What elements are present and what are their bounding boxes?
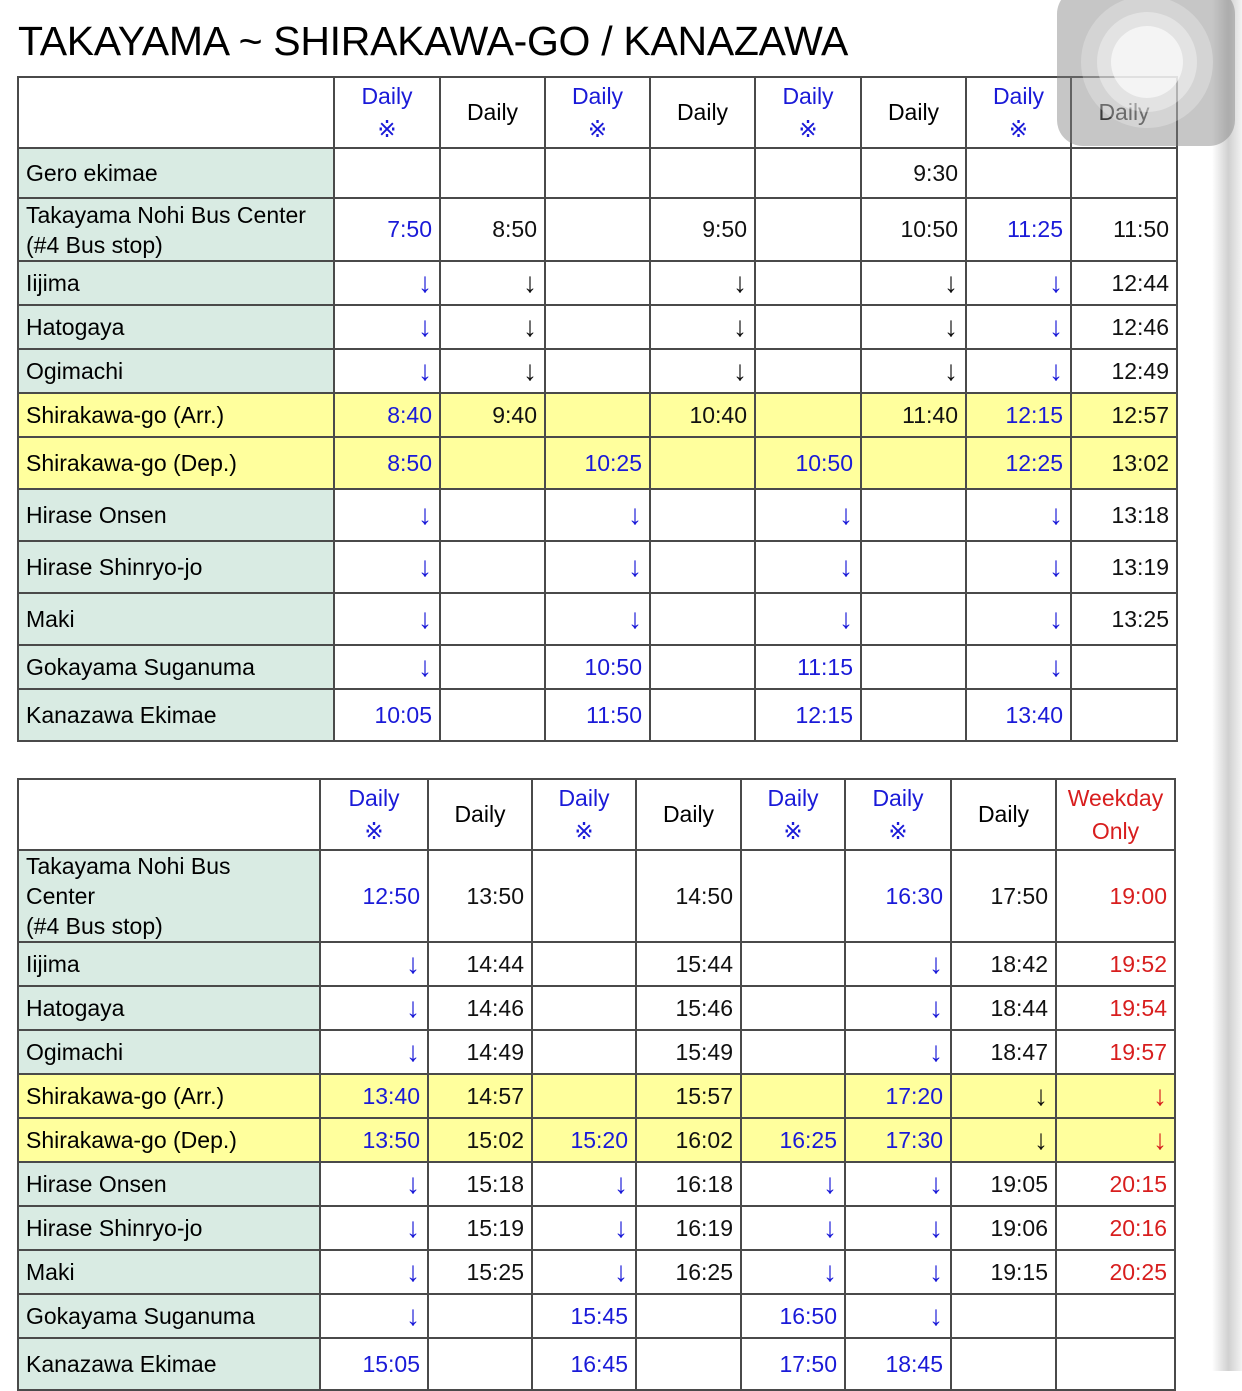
service-day-label: Daily	[676, 99, 729, 125]
empty-cell	[440, 541, 545, 593]
departure-time: 15:46	[636, 986, 741, 1030]
departure-time: 19:00	[1056, 850, 1175, 942]
departure-time: 15:45	[532, 1294, 636, 1338]
timetable-row	[18, 437, 1177, 489]
departure-time: 12:57	[1071, 393, 1177, 437]
timetable-row	[18, 489, 1177, 541]
stop-name: Shirakawa-go (Arr.)	[18, 1074, 320, 1118]
pass-through-arrow: ↓	[334, 261, 440, 305]
pass-through-arrow: ↓	[650, 305, 755, 349]
timetable-row	[18, 261, 1177, 305]
departure-time: 12:46	[1071, 305, 1177, 349]
empty-cell	[545, 198, 650, 261]
departure-time: 15:18	[428, 1162, 532, 1206]
empty-cell	[428, 1294, 532, 1338]
departure-time: 9:30	[861, 148, 966, 198]
pass-through-arrow: ↓	[755, 593, 861, 645]
service-header	[440, 77, 545, 148]
pass-through-arrow: ↓	[951, 1118, 1056, 1162]
empty-cell	[545, 305, 650, 349]
timetable-row	[18, 305, 1177, 349]
empty-cell	[1071, 689, 1177, 741]
header-row	[18, 77, 1177, 148]
empty-cell	[861, 645, 966, 689]
service-day-label: Daily	[992, 82, 1045, 109]
departure-time: 19:54	[1056, 986, 1175, 1030]
empty-cell	[532, 942, 636, 986]
service-header	[845, 779, 951, 850]
departure-time: 13:50	[320, 1118, 428, 1162]
departure-time: 17:30	[845, 1118, 951, 1162]
empty-cell	[440, 437, 545, 489]
timetable-row	[18, 1118, 1175, 1162]
departure-time: 16:30	[845, 850, 951, 942]
stop-name: Shirakawa-go (Arr.)	[18, 393, 334, 437]
timetable-row	[18, 1206, 1175, 1250]
service-note-mark: ※	[364, 817, 384, 844]
pass-through-arrow: ↓	[861, 261, 966, 305]
departure-time: 13:02	[1071, 437, 1177, 489]
pass-through-arrow: ↓	[545, 593, 650, 645]
timetable-row	[18, 986, 1175, 1030]
empty-cell	[741, 986, 845, 1030]
timetable-row	[18, 1074, 1175, 1118]
empty-cell	[428, 1338, 532, 1390]
departure-time: 16:25	[741, 1118, 845, 1162]
assistive-touch-icon	[1081, 0, 1213, 128]
departure-time: 20:15	[1056, 1162, 1175, 1206]
departure-time: 14:49	[428, 1030, 532, 1074]
pass-through-arrow: ↓	[334, 305, 440, 349]
service-day-label: Daily	[782, 82, 834, 109]
stop-name: Takayama Nohi Bus Center (#4 Bus stop)	[18, 850, 320, 942]
empty-cell	[440, 489, 545, 541]
pass-through-arrow: ↓	[951, 1074, 1056, 1118]
pass-through-arrow: ↓	[966, 489, 1071, 541]
service-header	[650, 77, 755, 148]
empty-cell	[861, 541, 966, 593]
service-note-mark: ※	[574, 817, 594, 844]
timetable-row	[18, 148, 1177, 198]
departure-time: 12:25	[966, 437, 1071, 489]
departure-time: 10:40	[650, 393, 755, 437]
header-row	[18, 779, 1175, 850]
departure-time: 10:25	[545, 437, 650, 489]
timetable-row	[18, 541, 1177, 593]
pass-through-arrow: ↓	[755, 541, 861, 593]
pass-through-arrow: ↓	[845, 1206, 951, 1250]
service-day-label: Daily	[977, 801, 1030, 827]
departure-time: 16:50	[741, 1294, 845, 1338]
timetable-2	[17, 778, 1176, 1391]
pass-through-arrow: ↓	[532, 1206, 636, 1250]
stop-name: Ogimachi	[18, 349, 334, 393]
empty-cell	[532, 1074, 636, 1118]
departure-time: 20:16	[1056, 1206, 1175, 1250]
timetable-row	[18, 850, 1175, 942]
empty-cell	[861, 689, 966, 741]
screen-edge-shadow	[1212, 0, 1242, 1371]
pass-through-arrow: ↓	[545, 489, 650, 541]
service-header	[966, 77, 1071, 148]
service-day-label: Daily	[1098, 99, 1150, 125]
empty-cell	[650, 689, 755, 741]
departure-time: 19:15	[951, 1250, 1056, 1294]
departure-time: 15:20	[532, 1118, 636, 1162]
timetable-row	[18, 593, 1177, 645]
pass-through-arrow: ↓	[741, 1250, 845, 1294]
pass-through-arrow: ↓	[1056, 1074, 1175, 1118]
service-day-label: Daily	[767, 784, 819, 811]
empty-cell	[650, 437, 755, 489]
pass-through-arrow: ↓	[320, 1030, 428, 1074]
service-note-mark: ※	[1008, 115, 1029, 142]
departure-time: 13:40	[320, 1074, 428, 1118]
empty-cell	[440, 148, 545, 198]
pass-through-arrow: ↓	[966, 305, 1071, 349]
timetable-row	[18, 1162, 1175, 1206]
pass-through-arrow: ↓	[861, 305, 966, 349]
departure-time: 12:44	[1071, 261, 1177, 305]
stop-name: Iijima	[18, 942, 320, 986]
departure-time: 18:44	[951, 986, 1056, 1030]
empty-cell	[1071, 148, 1177, 198]
stop-name: Maki	[18, 1250, 320, 1294]
empty-cell	[1056, 1294, 1175, 1338]
service-note-mark: Only	[1091, 817, 1140, 844]
departure-time: 18:42	[951, 942, 1056, 986]
empty-cell	[755, 349, 861, 393]
service-header	[334, 77, 440, 148]
stop-name: Gero ekimae	[18, 148, 334, 198]
departure-time: 10:50	[861, 198, 966, 261]
empty-cell	[755, 305, 861, 349]
empty-cell	[741, 850, 845, 942]
pass-through-arrow: ↓	[741, 1162, 845, 1206]
pass-through-arrow: ↓	[845, 1030, 951, 1074]
empty-cell	[741, 1074, 845, 1118]
departure-time: 11:25	[966, 198, 1071, 261]
empty-cell	[951, 1294, 1056, 1338]
departure-time: 19:05	[951, 1162, 1056, 1206]
timetable-row	[18, 1030, 1175, 1074]
departure-time: 13:19	[1071, 541, 1177, 593]
departure-time: 19:52	[1056, 942, 1175, 986]
departure-time: 11:50	[1071, 198, 1177, 261]
empty-cell	[861, 593, 966, 645]
stop-name: Kanazawa Ekimae	[18, 689, 334, 741]
departure-time: 12:49	[1071, 349, 1177, 393]
timetable-row	[18, 689, 1177, 741]
empty-cell	[1056, 1338, 1175, 1390]
pass-through-arrow: ↓	[320, 942, 428, 986]
service-note-mark: ※	[377, 115, 397, 142]
departure-time: 15:25	[428, 1250, 532, 1294]
pass-through-arrow: ↓	[532, 1162, 636, 1206]
pass-through-arrow: ↓	[966, 645, 1071, 689]
pass-through-arrow: ↓	[320, 1206, 428, 1250]
departure-time: 9:40	[440, 393, 545, 437]
corner-cell	[18, 77, 334, 148]
departure-time: 15:44	[636, 942, 741, 986]
departure-time: 14:50	[636, 850, 741, 942]
empty-cell	[650, 645, 755, 689]
empty-cell	[966, 148, 1071, 198]
pass-through-arrow: ↓	[966, 541, 1071, 593]
empty-cell	[532, 1030, 636, 1074]
pass-through-arrow: ↓	[320, 1162, 428, 1206]
service-header	[755, 77, 861, 148]
departure-time: 17:50	[741, 1338, 845, 1390]
pass-through-arrow: ↓	[532, 1250, 636, 1294]
pass-through-arrow: ↓	[845, 1162, 951, 1206]
departure-time: 15:19	[428, 1206, 532, 1250]
empty-cell	[951, 1338, 1056, 1390]
empty-cell	[440, 689, 545, 741]
service-note-mark: ※	[888, 817, 908, 844]
empty-cell	[755, 393, 861, 437]
stop-name: Shirakawa-go (Dep.)	[18, 1118, 320, 1162]
departure-time: 20:25	[1056, 1250, 1175, 1294]
departure-time: 13:18	[1071, 489, 1177, 541]
departure-time: 7:50	[334, 198, 440, 261]
stop-name: Hirase Shinryo-jo	[18, 541, 334, 593]
pass-through-arrow: ↓	[334, 593, 440, 645]
pass-through-arrow: ↓	[966, 349, 1071, 393]
empty-cell	[636, 1294, 741, 1338]
pass-through-arrow: ↓	[334, 349, 440, 393]
service-header	[428, 779, 532, 850]
empty-cell	[741, 942, 845, 986]
departure-time: 15:05	[320, 1338, 428, 1390]
departure-time: 16:45	[532, 1338, 636, 1390]
empty-cell	[440, 645, 545, 689]
departure-time: 13:25	[1071, 593, 1177, 645]
timetable-row	[18, 942, 1175, 986]
empty-cell	[650, 148, 755, 198]
stop-name: Kanazawa Ekimae	[18, 1338, 320, 1390]
service-header	[741, 779, 845, 850]
empty-cell	[650, 593, 755, 645]
departure-time: 8:50	[440, 198, 545, 261]
departure-time: 10:05	[334, 689, 440, 741]
stop-name: Gokayama Suganuma	[18, 1294, 320, 1338]
empty-cell	[532, 850, 636, 942]
timetable-row	[18, 349, 1177, 393]
departure-time: 19:06	[951, 1206, 1056, 1250]
departure-time: 11:15	[755, 645, 861, 689]
departure-time: 16:19	[636, 1206, 741, 1250]
stop-name: Hatogaya	[18, 305, 334, 349]
service-day-label: Daily	[887, 99, 940, 125]
departure-time: 8:40	[334, 393, 440, 437]
departure-time: 10:50	[545, 645, 650, 689]
pass-through-arrow: ↓	[845, 1294, 951, 1338]
pass-through-arrow: ↓	[545, 541, 650, 593]
timetable-row	[18, 1294, 1175, 1338]
departure-time: 8:50	[334, 437, 440, 489]
pass-through-arrow: ↓	[755, 489, 861, 541]
pass-through-arrow: ↓	[1056, 1118, 1175, 1162]
service-note-mark: ※	[587, 115, 608, 142]
empty-cell	[755, 261, 861, 305]
timetable-row	[18, 393, 1177, 437]
empty-cell	[861, 489, 966, 541]
timetable-row	[18, 1338, 1175, 1390]
empty-cell	[545, 261, 650, 305]
departure-time: 16:25	[636, 1250, 741, 1294]
empty-cell	[636, 1338, 741, 1390]
departure-time: 14:44	[428, 942, 532, 986]
departure-time: 18:45	[845, 1338, 951, 1390]
service-note-mark: ※	[783, 817, 803, 844]
departure-time: 14:46	[428, 986, 532, 1030]
pass-through-arrow: ↓	[334, 645, 440, 689]
empty-cell	[650, 541, 755, 593]
pass-through-arrow: ↓	[966, 261, 1071, 305]
service-header	[532, 779, 636, 850]
pass-through-arrow: ↓	[845, 942, 951, 986]
timetable-row	[18, 1250, 1175, 1294]
departure-time: 17:50	[951, 850, 1056, 942]
timetable-1	[17, 76, 1178, 742]
pass-through-arrow: ↓	[334, 489, 440, 541]
timetable-row	[18, 198, 1177, 261]
service-day-label: Daily	[454, 801, 506, 827]
departure-time: 12:15	[755, 689, 861, 741]
corner-cell	[18, 779, 320, 850]
stop-name: Hirase Onsen	[18, 489, 334, 541]
pass-through-arrow: ↓	[320, 1250, 428, 1294]
pass-through-arrow: ↓	[650, 261, 755, 305]
empty-cell	[440, 593, 545, 645]
empty-cell	[650, 489, 755, 541]
page-title: TAKAYAMA ~ SHIRAKAWA-GO / KANAZAWA	[18, 18, 849, 64]
service-header	[545, 77, 650, 148]
empty-cell	[755, 148, 861, 198]
empty-cell	[545, 148, 650, 198]
stop-name: Hirase Shinryo-jo	[18, 1206, 320, 1250]
departure-time: 18:47	[951, 1030, 1056, 1074]
departure-time: 11:40	[861, 393, 966, 437]
stop-name: Hatogaya	[18, 986, 320, 1030]
departure-time: 19:57	[1056, 1030, 1175, 1074]
departure-time: 12:15	[966, 393, 1071, 437]
departure-time: 16:18	[636, 1162, 741, 1206]
stop-name: Gokayama Suganuma	[18, 645, 334, 689]
stop-name: Maki	[18, 593, 334, 645]
empty-cell	[861, 437, 966, 489]
service-day-label: Daily	[466, 99, 519, 125]
departure-time: 10:50	[755, 437, 861, 489]
service-day-label: Daily	[361, 82, 413, 109]
service-day-label: Weekday	[1067, 784, 1164, 811]
stop-name: Hirase Onsen	[18, 1162, 320, 1206]
empty-cell	[334, 148, 440, 198]
departure-time: 15:02	[428, 1118, 532, 1162]
empty-cell	[532, 986, 636, 1030]
service-header	[1056, 779, 1175, 850]
departure-time: 13:40	[966, 689, 1071, 741]
pass-through-arrow: ↓	[966, 593, 1071, 645]
empty-cell	[545, 349, 650, 393]
departure-time: 9:50	[650, 198, 755, 261]
assistive-touch-button[interactable]	[1057, 0, 1235, 146]
pass-through-arrow: ↓	[845, 986, 951, 1030]
pass-through-arrow: ↓	[320, 986, 428, 1030]
pass-through-arrow: ↓	[440, 261, 545, 305]
service-day-label: Daily	[558, 784, 610, 811]
service-day-label: Daily	[571, 82, 624, 109]
service-header	[636, 779, 741, 850]
pass-through-arrow: ↓	[440, 305, 545, 349]
timetable-row	[18, 645, 1177, 689]
departure-time: 15:49	[636, 1030, 741, 1074]
empty-cell	[755, 198, 861, 261]
service-day-label: Daily	[662, 801, 715, 827]
service-header	[861, 77, 966, 148]
empty-cell	[741, 1030, 845, 1074]
service-note-mark: ※	[798, 115, 818, 142]
departure-time: 15:57	[636, 1074, 741, 1118]
service-day-label: Daily	[348, 784, 400, 811]
pass-through-arrow: ↓	[845, 1250, 951, 1294]
stop-name: Takayama Nohi Bus Center (#4 Bus stop)	[18, 198, 334, 261]
departure-time: 16:02	[636, 1118, 741, 1162]
departure-time: 12:50	[320, 850, 428, 942]
stop-name: Ogimachi	[18, 1030, 320, 1074]
stop-name: Iijima	[18, 261, 334, 305]
departure-time: 14:57	[428, 1074, 532, 1118]
service-day-label: Daily	[872, 784, 924, 811]
empty-cell	[1071, 645, 1177, 689]
service-header	[951, 779, 1056, 850]
pass-through-arrow: ↓	[861, 349, 966, 393]
pass-through-arrow: ↓	[334, 541, 440, 593]
service-header	[320, 779, 428, 850]
departure-time: 17:20	[845, 1074, 951, 1118]
pass-through-arrow: ↓	[741, 1206, 845, 1250]
pass-through-arrow: ↓	[650, 349, 755, 393]
departure-time: 13:50	[428, 850, 532, 942]
empty-cell	[545, 393, 650, 437]
pass-through-arrow: ↓	[440, 349, 545, 393]
stop-name: Shirakawa-go (Dep.)	[18, 437, 334, 489]
pass-through-arrow: ↓	[320, 1294, 428, 1338]
departure-time: 11:50	[545, 689, 650, 741]
